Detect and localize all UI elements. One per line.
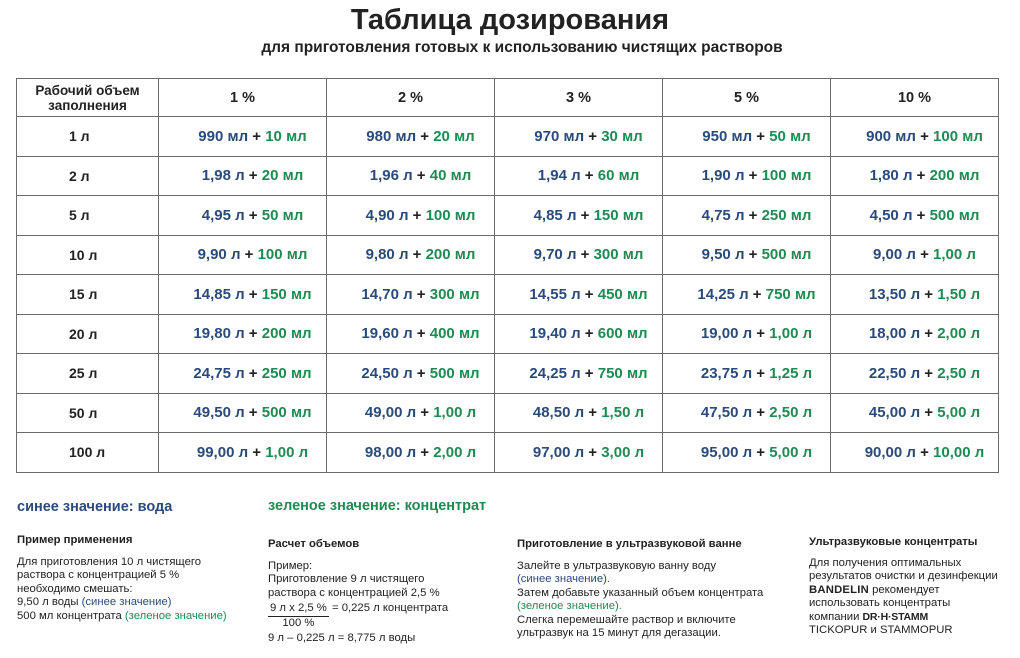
dose-cell <box>831 433 999 473</box>
concentrate-value: 100 мл <box>257 246 308 264</box>
calc-text: Пример: <box>268 559 313 572</box>
plus-sign: + <box>416 404 434 422</box>
fraction-denominator: 100 % <box>282 616 315 629</box>
dose-cell <box>831 117 999 157</box>
concentrate-value: 40 мл <box>429 167 472 185</box>
volume-cell: 2 л <box>17 156 159 196</box>
water-value: 95,00 л <box>700 443 753 461</box>
volume-cell: 100 л <box>17 433 159 473</box>
concentrate-value: 600 мл <box>597 325 648 343</box>
table-row <box>17 433 999 473</box>
dose-cell <box>495 196 663 236</box>
concentrate-value: 30 мл <box>601 127 643 145</box>
water-value: 4,75 л <box>701 206 745 224</box>
concentrate-value: 2,00 л <box>433 443 477 461</box>
concentrate-value: 1,50 л <box>601 404 645 422</box>
calc-text: раствора с концентрацией 2,5 % <box>268 586 440 599</box>
plus-sign: + <box>752 404 770 422</box>
water-value: 49,50 л <box>193 404 245 422</box>
calc-heading: Расчет объемов <box>268 538 360 550</box>
water-value: 13,50 л <box>868 285 921 303</box>
dose-cell <box>663 314 831 354</box>
concentrate-value: 1,00 л <box>265 443 309 461</box>
plus-sign: + <box>248 127 266 145</box>
concentrate-value: 100 мл <box>933 127 983 145</box>
water-value: 9,50 л <box>701 246 745 264</box>
plus-sign: + <box>576 246 594 264</box>
concentrate-value: 10 мл <box>265 127 307 145</box>
water-value: 23,75 л <box>700 364 753 382</box>
concentrate-value: 10,00 л <box>933 443 985 461</box>
plus-sign: + <box>912 206 930 224</box>
water-value: 19,60 л <box>361 325 413 343</box>
water-value: 1,94 л <box>537 167 581 185</box>
water-value: 1,80 л <box>869 167 913 185</box>
fraction-numerator: 9 л x 2,5 % <box>268 602 329 617</box>
table-row <box>17 314 999 354</box>
concentrates-text: компании DR·H·STAMM <box>809 610 928 623</box>
concentrate-value: 50 мл <box>261 206 304 224</box>
plus-sign: + <box>580 325 598 343</box>
header-concentration: 3 % <box>495 79 663 117</box>
dose-cell <box>495 275 663 315</box>
water-value: 19,80 л <box>193 325 245 343</box>
water-value: 9,90 л <box>197 246 241 264</box>
concentrate-value: 3,00 л <box>601 443 645 461</box>
volume-cell: 25 л <box>17 354 159 394</box>
conc-note: (зеленое значение) <box>124 609 227 622</box>
dose-cell <box>495 314 663 354</box>
dose-cell <box>327 393 495 433</box>
dose-cell <box>327 117 495 157</box>
dose-cell <box>831 156 999 196</box>
water-value: 9,80 л <box>365 246 409 264</box>
header-concentration: 2 % <box>327 79 495 117</box>
example-heading: Пример применения <box>17 534 133 546</box>
legend-water: синее значение: вода <box>17 499 173 515</box>
plus-sign: + <box>584 404 602 422</box>
plus-sign: + <box>915 127 934 145</box>
fraction-result: = 0,225 л концентрата <box>331 602 449 614</box>
water-value: 97,00 л <box>532 443 585 461</box>
water-value: 18,00 л <box>868 325 921 343</box>
plus-sign: + <box>412 285 430 303</box>
ultrasonic-heading: Приготовление в ультразвуковой ванне <box>517 538 742 550</box>
concentrates-text: BANDELIN рекомендует <box>809 583 940 596</box>
plus-sign: + <box>920 285 938 303</box>
water-value: 950 мл <box>702 127 753 145</box>
table-row <box>17 393 999 433</box>
volume-cell: 10 л <box>17 235 159 275</box>
volume-cell: 15 л <box>17 275 159 315</box>
dose-cell <box>327 275 495 315</box>
plus-sign: + <box>244 167 262 185</box>
plus-sign: + <box>915 443 934 461</box>
plus-sign: + <box>416 443 434 461</box>
drhstamm-logo: DR·H·STAMM <box>862 610 928 623</box>
plus-sign: + <box>244 364 262 382</box>
plus-sign: + <box>752 325 770 343</box>
calc-formula <box>268 600 498 632</box>
dose-cell <box>663 156 831 196</box>
example-conc-line: 500 мл концентрата (зеленое значение) <box>17 609 227 622</box>
water-value: 45,00 л <box>868 404 921 422</box>
water-value: 24,75 л <box>193 364 245 382</box>
concentrates-heading: Ультразвуковые концентраты <box>809 536 978 548</box>
calc-section <box>268 538 498 646</box>
concentrate-value: 2,00 л <box>937 325 981 343</box>
concentrate-value: 300 мл <box>429 285 480 303</box>
concentrate-value: 250 мл <box>261 364 312 382</box>
dose-cell <box>327 235 495 275</box>
dose-cell <box>663 433 831 473</box>
plus-sign: + <box>408 246 426 264</box>
dose-cell <box>327 156 495 196</box>
plus-sign: + <box>580 364 598 382</box>
plus-sign: + <box>748 285 766 303</box>
dosage-table <box>16 78 999 473</box>
concentrate-value: 1,00 л <box>433 404 477 422</box>
water-value: 99,00 л <box>196 443 249 461</box>
plus-sign: + <box>744 206 762 224</box>
concentrate-value: 5,00 л <box>769 443 813 461</box>
dose-cell <box>327 314 495 354</box>
water-value: 4,85 л <box>533 206 577 224</box>
dose-cell <box>495 235 663 275</box>
concentrate-value: 20 мл <box>261 167 304 185</box>
concentrate-value: 20 мл <box>433 127 475 145</box>
dose-cell <box>663 275 831 315</box>
water-value: 1,96 л <box>369 167 413 185</box>
dose-cell <box>159 314 327 354</box>
dose-cell <box>327 354 495 394</box>
ultrasonic-text: Слегка перемешайте раствор и включите <box>517 613 736 626</box>
example-text: раствора с концентрацией 5 % <box>17 569 180 581</box>
dose-cell <box>663 235 831 275</box>
plus-sign: + <box>244 206 262 224</box>
table-row <box>17 196 999 236</box>
water-value: 90,00 л <box>864 443 916 461</box>
header-concentration: 5 % <box>663 79 831 117</box>
dose-cell <box>495 117 663 157</box>
table-row <box>17 235 999 275</box>
concentrate-value: 500 мл <box>429 364 480 382</box>
water-value: 990 мл <box>198 127 249 145</box>
header-concentration: 1 % <box>159 79 327 117</box>
dose-cell <box>159 235 327 275</box>
bandelin-logo: BANDELIN <box>809 583 869 596</box>
fraction <box>268 602 329 630</box>
dose-cell <box>159 433 327 473</box>
water-value: 4,95 л <box>201 206 245 224</box>
concentrate-value: 500 мл <box>929 206 980 224</box>
plus-sign: + <box>584 127 602 145</box>
water-value: 1,98 л <box>201 167 245 185</box>
concentrate-value: 1,25 л <box>769 364 813 382</box>
plus-sign: + <box>580 167 598 185</box>
dose-cell <box>831 314 999 354</box>
dose-cell <box>495 156 663 196</box>
ultrasonic-text: Залейте в ультразвуковую ванну воду <box>517 559 717 572</box>
volume-cell: 1 л <box>17 117 159 157</box>
water-value: 14,55 л <box>529 285 581 303</box>
concentrate-value: 500 мл <box>761 246 812 264</box>
plus-sign: + <box>244 285 262 303</box>
dose-cell <box>327 196 495 236</box>
plus-sign: + <box>416 127 434 145</box>
volume-cell: 5 л <box>17 196 159 236</box>
table-row <box>17 354 999 394</box>
calc-text: Приготовление 9 л чистящего <box>268 573 425 585</box>
water-value: 98,00 л <box>364 443 417 461</box>
concentrate-value: 500 мл <box>261 404 312 422</box>
water-note: (синее значение) <box>81 596 172 608</box>
plus-sign: + <box>412 325 430 343</box>
water-value: 1,90 л <box>701 167 745 185</box>
concentrate-value: 450 мл <box>597 285 648 303</box>
table-row <box>17 156 999 196</box>
water-value: 19,00 л <box>700 325 753 343</box>
water-value: 14,25 л <box>697 285 749 303</box>
plus-sign: + <box>744 246 762 264</box>
dose-cell <box>159 117 327 157</box>
concentrate-value: 1,50 л <box>937 285 981 303</box>
concentrate-value: 1,00 л <box>769 325 813 343</box>
dose-cell <box>495 433 663 473</box>
example-text: Для приготовления 10 л чистящего <box>17 555 202 568</box>
dose-cell <box>327 433 495 473</box>
water-value: 48,50 л <box>532 404 585 422</box>
conc-note: (зеленое значение). <box>517 600 622 612</box>
example-text: необходимо смешать: <box>17 582 133 595</box>
dose-cell <box>159 354 327 394</box>
concentrate-value: 2,50 л <box>937 364 981 382</box>
table-row <box>17 117 999 157</box>
concentrates-text: Для получения оптимальных <box>809 556 962 569</box>
table-row <box>17 275 999 315</box>
water-value: 19,40 л <box>529 325 581 343</box>
plus-sign: + <box>576 206 594 224</box>
dose-cell <box>831 354 999 394</box>
plus-sign: + <box>912 167 930 185</box>
dose-cell <box>495 393 663 433</box>
concentrate-value: 400 мл <box>429 325 480 343</box>
volume-cell: 50 л <box>17 393 159 433</box>
concentrates-text: использовать концентраты <box>809 597 951 609</box>
concentrate-value: 750 мл <box>597 364 648 382</box>
volume-cell: 20 л <box>17 314 159 354</box>
page-title: Таблица дозирования <box>350 4 670 36</box>
plus-sign: + <box>752 127 770 145</box>
dose-cell <box>159 156 327 196</box>
concentrate-value: 50 мл <box>769 127 811 145</box>
concentrate-value: 200 мл <box>929 167 980 185</box>
concentrate-value: 150 мл <box>261 285 312 303</box>
dose-cell <box>831 235 999 275</box>
dose-cell <box>159 393 327 433</box>
plus-sign: + <box>412 167 430 185</box>
concentrate-value: 150 мл <box>593 206 644 224</box>
water-value: 9,70 л <box>533 246 577 264</box>
plus-sign: + <box>920 364 938 382</box>
water-value: 4,50 л <box>869 206 913 224</box>
water-value: 970 мл <box>534 127 585 145</box>
dose-cell <box>159 196 327 236</box>
concentrate-value: 60 мл <box>597 167 640 185</box>
concentrate-value: 750 мл <box>765 285 816 303</box>
plus-sign: + <box>244 325 262 343</box>
concentrate-value: 300 мл <box>593 246 644 264</box>
plus-sign: + <box>584 443 602 461</box>
concentrate-value: 250 мл <box>761 206 812 224</box>
calc-final: 9 л – 0,225 л = 8,775 л воды <box>268 632 416 644</box>
water-value: 9,00 л <box>873 246 916 264</box>
dose-cell <box>663 354 831 394</box>
dose-cell <box>831 393 999 433</box>
plus-sign: + <box>244 404 262 422</box>
plus-sign: + <box>920 404 938 422</box>
header-concentration: 10 % <box>831 79 999 117</box>
dose-cell <box>831 275 999 315</box>
ultrasonic-section <box>517 538 787 641</box>
plus-sign: + <box>240 246 258 264</box>
example-section <box>17 534 247 623</box>
dose-cell <box>831 196 999 236</box>
plus-sign: + <box>920 325 938 343</box>
concentrate-value: 1,00 л <box>933 246 976 264</box>
concentrate-value: 5,00 л <box>937 404 981 422</box>
plus-sign: + <box>915 246 934 264</box>
concentrate-value: 2,50 л <box>769 404 813 422</box>
water-value: 14,85 л <box>193 285 245 303</box>
concentrates-text: TICKOPUR и STAMMOPUR <box>809 624 953 636</box>
concentrate-value: 100 мл <box>761 167 812 185</box>
plus-sign: + <box>752 364 770 382</box>
plus-sign: + <box>752 443 770 461</box>
concentrates-section <box>809 536 1019 638</box>
dose-cell <box>159 275 327 315</box>
dose-cell <box>663 196 831 236</box>
table-header-row <box>17 79 999 117</box>
dose-cell <box>495 354 663 394</box>
concentrate-value: 100 мл <box>425 206 476 224</box>
water-value: 900 мл <box>866 127 916 145</box>
water-value: 24,50 л <box>361 364 413 382</box>
plus-sign: + <box>412 364 430 382</box>
water-value: 24,25 л <box>529 364 581 382</box>
plus-sign: + <box>248 443 266 461</box>
example-water-line: 9,50 л воды (синее значение) <box>17 596 172 608</box>
water-value: 22,50 л <box>868 364 921 382</box>
legend-concentrate: зеленое значение: концентрат <box>268 498 487 514</box>
ultrasonic-text: ультразвук на 15 минут для дегазации. <box>517 627 721 639</box>
water-value: 4,90 л <box>365 206 409 224</box>
water-value: 980 мл <box>366 127 417 145</box>
concentrate-value: 200 мл <box>425 246 476 264</box>
water-note: (синее значение). <box>517 573 611 585</box>
concentrates-text: результатов очистки и дезинфекции <box>809 570 998 582</box>
dose-cell <box>663 393 831 433</box>
water-value: 47,50 л <box>700 404 753 422</box>
concentrate-value: 200 мл <box>261 325 312 343</box>
plus-sign: + <box>408 206 426 224</box>
water-value: 49,00 л <box>364 404 417 422</box>
plus-sign: + <box>744 167 762 185</box>
page-subtitle: для приготовления готовых к использованию чистящих растворов <box>261 39 783 56</box>
plus-sign: + <box>580 285 598 303</box>
header-volume: Рабочий объем заполнения <box>17 79 159 117</box>
ultrasonic-text: Затем добавьте указанный объем концентрата <box>517 586 764 599</box>
dose-cell <box>663 117 831 157</box>
water-value: 14,70 л <box>361 285 413 303</box>
